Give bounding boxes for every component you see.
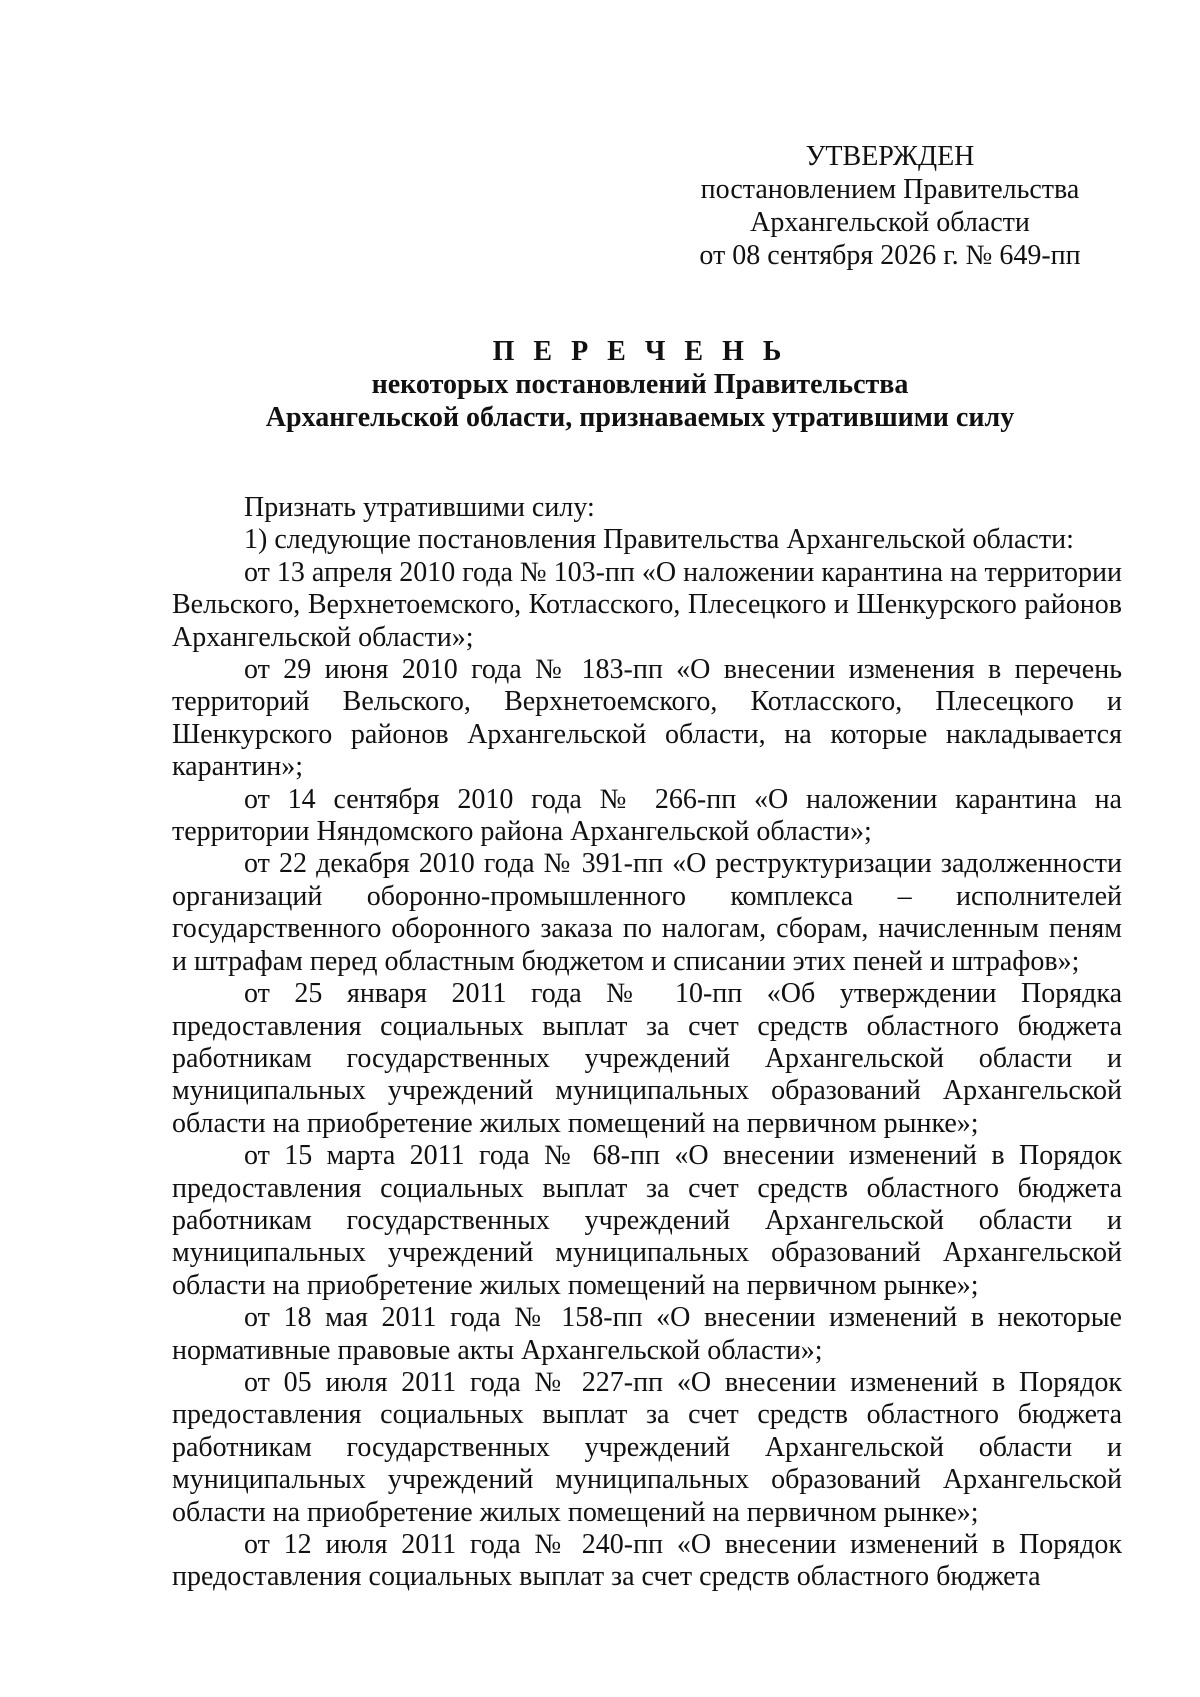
document-title-block (160, 335, 1120, 434)
list-paragraph: от 22 декабря 2010 года № 391-пп «О реструктуризации задолженности организаций оборонно-промышленного комплекса – исполнителей государственного оборонного заказа по налогам, сборам, начисленным пеням и штрафам перед областным бюджетом и списании этих пеней и штрафов»; (172, 848, 1122, 977)
document-subtitle-line-2: Архангельской области, признаваемых утратившими силу (265, 402, 1015, 433)
list-paragraph: от 12 июля 2011 года № 240-пп «О внесении изменений в Порядок предоставления социальных выплат за счет средств областного бюджета (172, 1529, 1122, 1593)
document-subtitle-line-1: некоторых постановлений Правительства (371, 369, 909, 400)
list-paragraph: от 18 мая 2011 года № 158-пп «О внесении изменений в некоторые нормативные правовые акты Архангельской области»; (172, 1302, 1122, 1366)
list-paragraph: от 13 апреля 2010 года № 103-пп «О наложении карантина на территории Вельского, Верхнетоемского, Котласского, Плесецкого и Шенкурского районов Архангельской области»; (172, 556, 1122, 653)
list-paragraph: от 25 января 2011 года № 10-пп «Об утверждении Порядка предоставления социальных выплат за счет средств областного бюджета работникам государственных учреждений Архангельской области и муниципальных учреждений муниципальных образований Архангельской области на приобретение жилых помещений на первичном рынке»; (172, 978, 1122, 1139)
item-1-intro: 1) следующие постановления Правительства Архангельской области: (244, 524, 1074, 556)
document-heading: П Е Р Е Ч Е Н Ь (492, 336, 788, 367)
approval-title: УТВЕРЖДЕН (805, 141, 975, 172)
body-intro: Признать утратившими силу: (244, 492, 595, 523)
list-paragraph: от 29 июня 2010 года № 183-пп «О внесении изменения в перечень территорий Вельского, Верхнетоемского, Котласского, Плесецкого и Шенкурского районов Архангельской области, на которые накладывается карантин»; (172, 654, 1122, 783)
approval-line-3: Архангельской области (750, 207, 1030, 238)
approval-date-number: от 08 сентября 2026 г. № 649-пп (699, 240, 1081, 271)
list-paragraph: от 05 июля 2011 года № 227-пп «О внесении изменений в Порядок предоставления социальных выплат за счет средств областного бюджета работникам государственных учреждений Архангельской области и муниципальных учреждений муниципальных образований Архангельской области на приобретение жилых помещений на первичном рынке»; (172, 1366, 1122, 1528)
list-paragraph: от 15 марта 2011 года № 68-пп «О внесении изменений в Порядок предоставления социальных выплат за счет средств областного бюджета работникам государственных учреждений Архангельской области и муниципальных учреждений муниципальных образований Архангельской области на приобретение жилых помещений на первичном рынке»; (172, 1140, 1122, 1301)
approval-line-2: постановлением Правительства (700, 174, 1080, 205)
list-paragraph: от 14 сентября 2010 года № 266-пп «О наложении карантина на территории Няндомского района Архангельской области»; (172, 783, 1122, 848)
document-body (172, 492, 1122, 1594)
approval-stamp (660, 140, 1120, 272)
